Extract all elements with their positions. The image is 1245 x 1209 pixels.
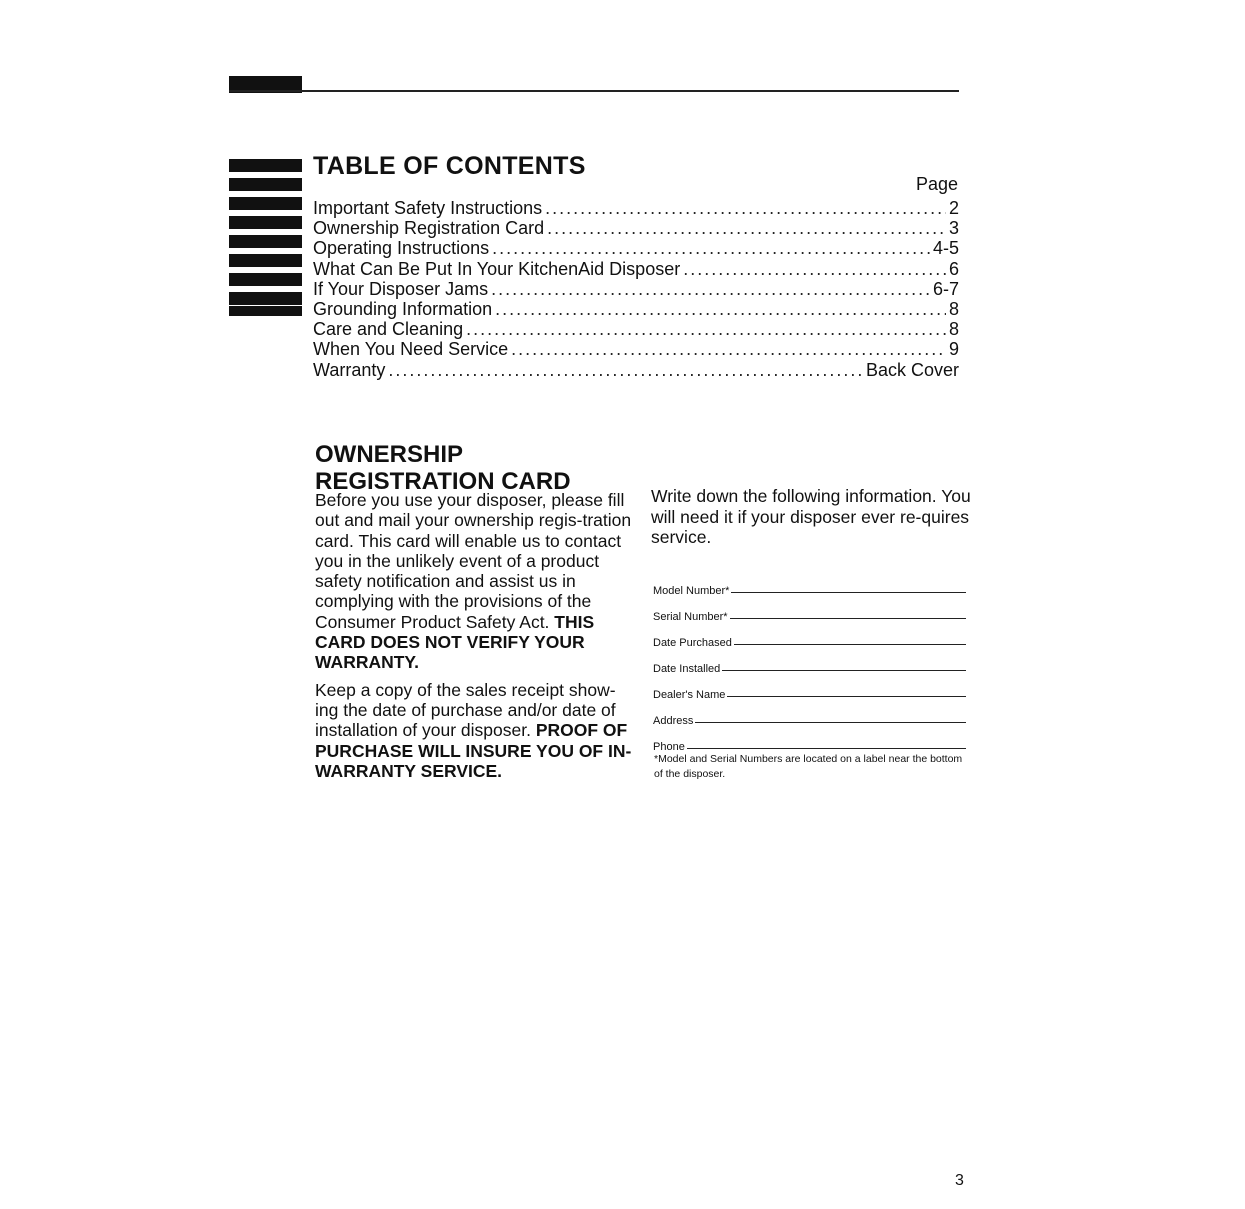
index-tab (229, 197, 302, 210)
page-number: 3 (955, 1172, 964, 1189)
record-field-label: Phone (653, 741, 685, 753)
record-field-label: Model Number* (653, 585, 730, 597)
toc-entry (313, 339, 959, 359)
toc-entry (313, 218, 959, 238)
toc-entry-page: 6 (948, 258, 959, 279)
record-field-blank-line (687, 747, 966, 749)
record-field (653, 649, 966, 675)
toc-entry-title: If Your Disposer Jams (313, 278, 489, 299)
index-tab (229, 254, 302, 267)
record-field-blank-line (727, 695, 966, 697)
record-field (653, 701, 966, 727)
toc-leader-dots (547, 218, 946, 238)
toc-entry (313, 299, 959, 319)
toc-entry-page: 4-5 (932, 238, 959, 259)
toc-leader-dots (683, 259, 946, 279)
ownership-body (315, 490, 633, 788)
toc-entry (313, 198, 959, 218)
record-field (653, 675, 966, 701)
toc-leader-dots (511, 339, 946, 359)
toc-entry-page: 6-7 (932, 278, 959, 299)
ownership-title (315, 441, 635, 495)
toc-entry-page: 8 (948, 298, 959, 319)
index-tab (229, 273, 302, 286)
ownership-title-line1: OWNERSHIP (315, 441, 464, 468)
toc-entry-title: What Can Be Put In Your KitchenAid Disposer (313, 258, 681, 279)
toc-entry (313, 238, 959, 258)
toc-entry-page: 2 (948, 198, 959, 218)
toc-entry (313, 259, 959, 279)
toc-entry-title: Ownership Registration Card (313, 218, 545, 239)
record-field-label: Dealer's Name (653, 689, 726, 701)
toc-leader-dots (466, 319, 946, 339)
record-field-blank-line (734, 643, 966, 645)
toc-entry-title: Grounding Information (313, 298, 493, 319)
toc-entry-title: Important Safety Instructions (313, 198, 543, 218)
toc-page-label: Page (915, 174, 958, 194)
toc-entry-page: Back Cover (865, 359, 959, 380)
toc-entry (313, 279, 959, 299)
toc-entry-title: Warranty (313, 359, 386, 380)
record-field-label: Serial Number* (653, 611, 728, 623)
toc-entry-title: When You Need Service (313, 339, 509, 360)
record-field-blank-line (730, 617, 966, 619)
ownership-paragraph-2-text: Keep a copy of the sales receipt show-ing the date of purchase and/or date of installation of your disposer. (315, 679, 616, 741)
index-tab (229, 235, 302, 248)
ownership-paragraph-1-text: Before you use your disposer, please fill out and mail your ownership regis-tration card. This card will enable us to contact you in the unlikely event of a product safety notification and assist us in complying with the provisions of the Consumer Product Safety Act. (315, 490, 632, 632)
record-field (653, 597, 966, 623)
record-field (653, 623, 966, 649)
record-field-blank-line (731, 591, 966, 593)
record-intro: Write down the following information. You will need it if your disposer ever re-quires service. (651, 486, 971, 548)
toc-leader-dots (495, 299, 946, 319)
toc-entry (313, 319, 959, 339)
toc-list (313, 198, 959, 380)
toc-title: TABLE OF CONTENTS (313, 152, 586, 180)
ownership-paragraph-1-bold: THIS CARD DOES NOT VERIFY YOUR WARRANTY. (315, 611, 595, 673)
record-field-blank-line (695, 721, 966, 723)
toc-leader-dots (388, 360, 863, 380)
toc-entry-page: 9 (948, 339, 959, 360)
ownership-paragraph-1 (315, 490, 633, 673)
index-tab (229, 159, 302, 172)
index-tab (229, 178, 302, 191)
index-tab (229, 216, 302, 229)
toc-leader-dots (491, 279, 930, 299)
header-rule (229, 90, 959, 92)
ownership-paragraph-2 (315, 680, 633, 781)
record-field-blank-line (722, 669, 966, 671)
ownership-paragraph-2-bold: PROOF OF PURCHASE WILL INSURE YOU OF IN-WARRANTY SERVICE. (315, 720, 632, 781)
record-field (653, 727, 966, 753)
toc-entry-page: 3 (948, 218, 959, 239)
record-field-label: Date Installed (653, 663, 721, 675)
toc-entry-title: Care and Cleaning (313, 319, 464, 340)
toc-leader-dots (492, 238, 930, 258)
record-field-label: Date Purchased (653, 637, 732, 649)
toc-entry-title: Operating Instructions (313, 238, 490, 259)
record-field (653, 571, 966, 597)
record-form (653, 571, 966, 753)
ownership-title-line2: REGISTRATION CARD (315, 468, 571, 495)
index-tab (229, 292, 302, 305)
record-field-label: Address (653, 715, 694, 727)
toc-entry-page: 8 (948, 319, 959, 340)
toc-entry (313, 360, 959, 380)
toc-leader-dots (545, 198, 946, 218)
index-tab (229, 306, 302, 316)
record-footnote: *Model and Serial Numbers are located on a label near the bottom of the disposer. (654, 753, 963, 780)
